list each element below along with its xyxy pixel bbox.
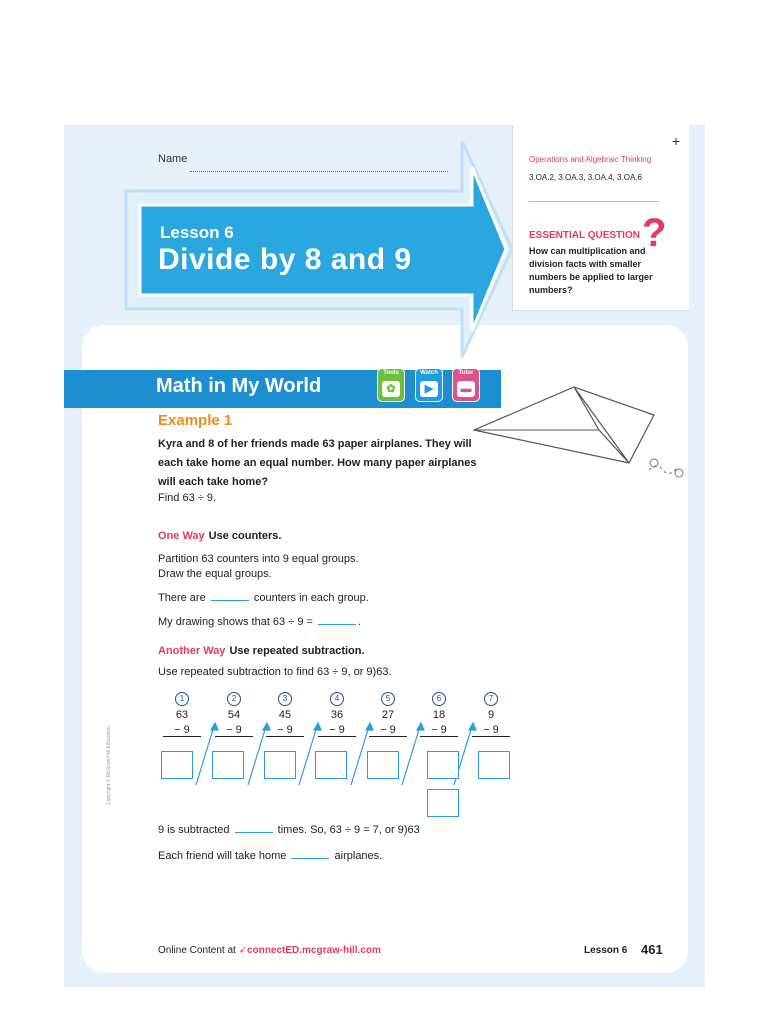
repeated-subtraction-instruction: Use repeated subtraction to find 63 ÷ 9, or 9)63. (158, 666, 392, 678)
subtraction-step (262, 692, 308, 737)
watch-label: Watch (420, 370, 438, 376)
drawing-text-before: My drawing shows that 63 ÷ 9 = (158, 616, 313, 628)
subtraction-step (416, 692, 462, 737)
difference-answer-box[interactable] (478, 751, 510, 779)
difference-answer-box[interactable] (161, 751, 193, 779)
tools-label: Tools (383, 370, 399, 376)
step-number: 6 (432, 692, 446, 706)
subtraction-step (365, 692, 411, 737)
step-minuend: 27 (381, 709, 395, 721)
page-number: 461 (641, 942, 663, 957)
step-number: 7 (484, 692, 498, 706)
one-way-method: Use counters. (208, 530, 282, 542)
essential-question-title: ESSENTIAL QUESTION (529, 230, 640, 241)
textbook-page (64, 125, 705, 987)
speech-bubble-icon: ▬ (457, 381, 475, 397)
step-subtrahend: − 9 (431, 724, 447, 736)
example-title: Example 1 (158, 412, 233, 429)
subtraction-step (314, 692, 360, 737)
cursor-icon: ➶ (238, 945, 247, 956)
difference-answer-box[interactable] (212, 751, 244, 779)
online-content-label: Online Content at (158, 945, 236, 956)
drawing-answer-blank[interactable] (318, 614, 356, 625)
essential-question-text: How can multiplication and division facts with smaller numbers be applied to larger numbers? (529, 246, 653, 295)
step-subtrahend: − 9 (226, 724, 242, 736)
another-way-heading (158, 645, 365, 657)
find-expression: Find 63 ÷ 9. (158, 492, 217, 504)
difference-answer-box[interactable] (367, 751, 399, 779)
one-way-line1: Partition 63 counters into 9 equal groups. (158, 553, 359, 565)
online-content-footer (158, 945, 381, 956)
one-way-line2: Draw the equal groups. (158, 568, 272, 580)
step-underline (318, 736, 356, 737)
airplanes-answer-blank[interactable] (291, 848, 329, 859)
tutor-label: Tutor (458, 370, 474, 376)
paper-airplane-icon (464, 375, 694, 485)
step-subtrahend: − 9 (380, 724, 396, 736)
step-underline (420, 736, 458, 737)
standards-title: Operations and Algebraic Thinking (529, 155, 652, 164)
counters-answer-blank[interactable] (211, 590, 249, 601)
name-label: Name (158, 153, 188, 165)
final-text-before: Each friend will take home (158, 850, 287, 862)
counters-sentence (158, 590, 369, 604)
difference-answer-box[interactable] (264, 751, 296, 779)
difference-answer-box[interactable] (427, 751, 459, 779)
lesson-number: Lesson 6 (160, 223, 234, 242)
tools-button[interactable] (377, 368, 405, 402)
name-write-line[interactable] (190, 171, 448, 172)
another-way-label: Another Way (158, 645, 226, 657)
step-minuend: 45 (278, 709, 292, 721)
conclusion-text-after: times. So, 63 ÷ 9 = 7, or 9)63 (277, 824, 420, 836)
difference-answer-box[interactable] (315, 751, 347, 779)
step-subtrahend: − 9 (329, 724, 345, 736)
step-underline (215, 736, 253, 737)
problem-text: Kyra and 8 of her friends made 63 paper airplanes. They will each take home an equal number. How many paper airplanes will each take home? (158, 438, 477, 488)
step-underline (266, 736, 304, 737)
step-minuend: 36 (330, 709, 344, 721)
step-number: 3 (278, 692, 292, 706)
step-number: 5 (381, 692, 395, 706)
step-subtrahend: − 9 (174, 724, 190, 736)
step-underline (472, 736, 510, 737)
expand-icon[interactable]: + (672, 133, 681, 149)
step-underline (369, 736, 407, 737)
drawing-text-after: . (357, 616, 362, 628)
conclusion-sentence (158, 822, 420, 836)
drawing-sentence (158, 614, 361, 628)
count-answer-box[interactable] (427, 789, 459, 817)
copyright-notice: Copyright © McGraw-Hill Education (106, 726, 112, 805)
step-minuend: 54 (227, 709, 241, 721)
another-way-method: Use repeated subtraction. (229, 645, 365, 657)
step-subtrahend: − 9 (277, 724, 293, 736)
step-minuend: 63 (175, 709, 189, 721)
lesson-title: Divide by 8 and 9 (158, 243, 412, 276)
tools-icon: ✿ (382, 381, 400, 397)
card-divider (529, 201, 659, 202)
footer-lesson-label: Lesson 6 (584, 945, 628, 956)
step-minuend: 18 (432, 709, 446, 721)
final-text-after: airplanes. (334, 850, 383, 862)
watch-button[interactable] (415, 368, 443, 402)
step-number: 1 (175, 692, 189, 706)
subtraction-step (159, 692, 205, 737)
standards-list: 3.OA.2, 3.OA.3, 3.OA.4, 3.OA.6 (529, 173, 642, 182)
one-way-label: One Way (158, 530, 205, 542)
counters-text-after: counters in each group. (253, 592, 369, 604)
step-underline (163, 736, 201, 737)
play-icon: ▶ (420, 381, 438, 397)
step-minuend: 9 (487, 709, 495, 721)
counters-text-before: There are (158, 592, 206, 604)
final-sentence (158, 848, 382, 862)
times-answer-blank[interactable] (235, 822, 273, 833)
step-number: 4 (330, 692, 344, 706)
step-number: 2 (227, 692, 241, 706)
step-subtrahend: − 9 (483, 724, 499, 736)
subtraction-step (211, 692, 257, 737)
math-in-my-world-title: Math in My World (156, 375, 322, 397)
conclusion-text-before: 9 is subtracted (158, 824, 230, 836)
one-way-heading (158, 530, 281, 542)
connected-link[interactable]: connectED.mcgraw-hill.com (247, 945, 381, 956)
subtraction-step (468, 692, 514, 737)
question-mark-icon: ? (642, 211, 667, 255)
